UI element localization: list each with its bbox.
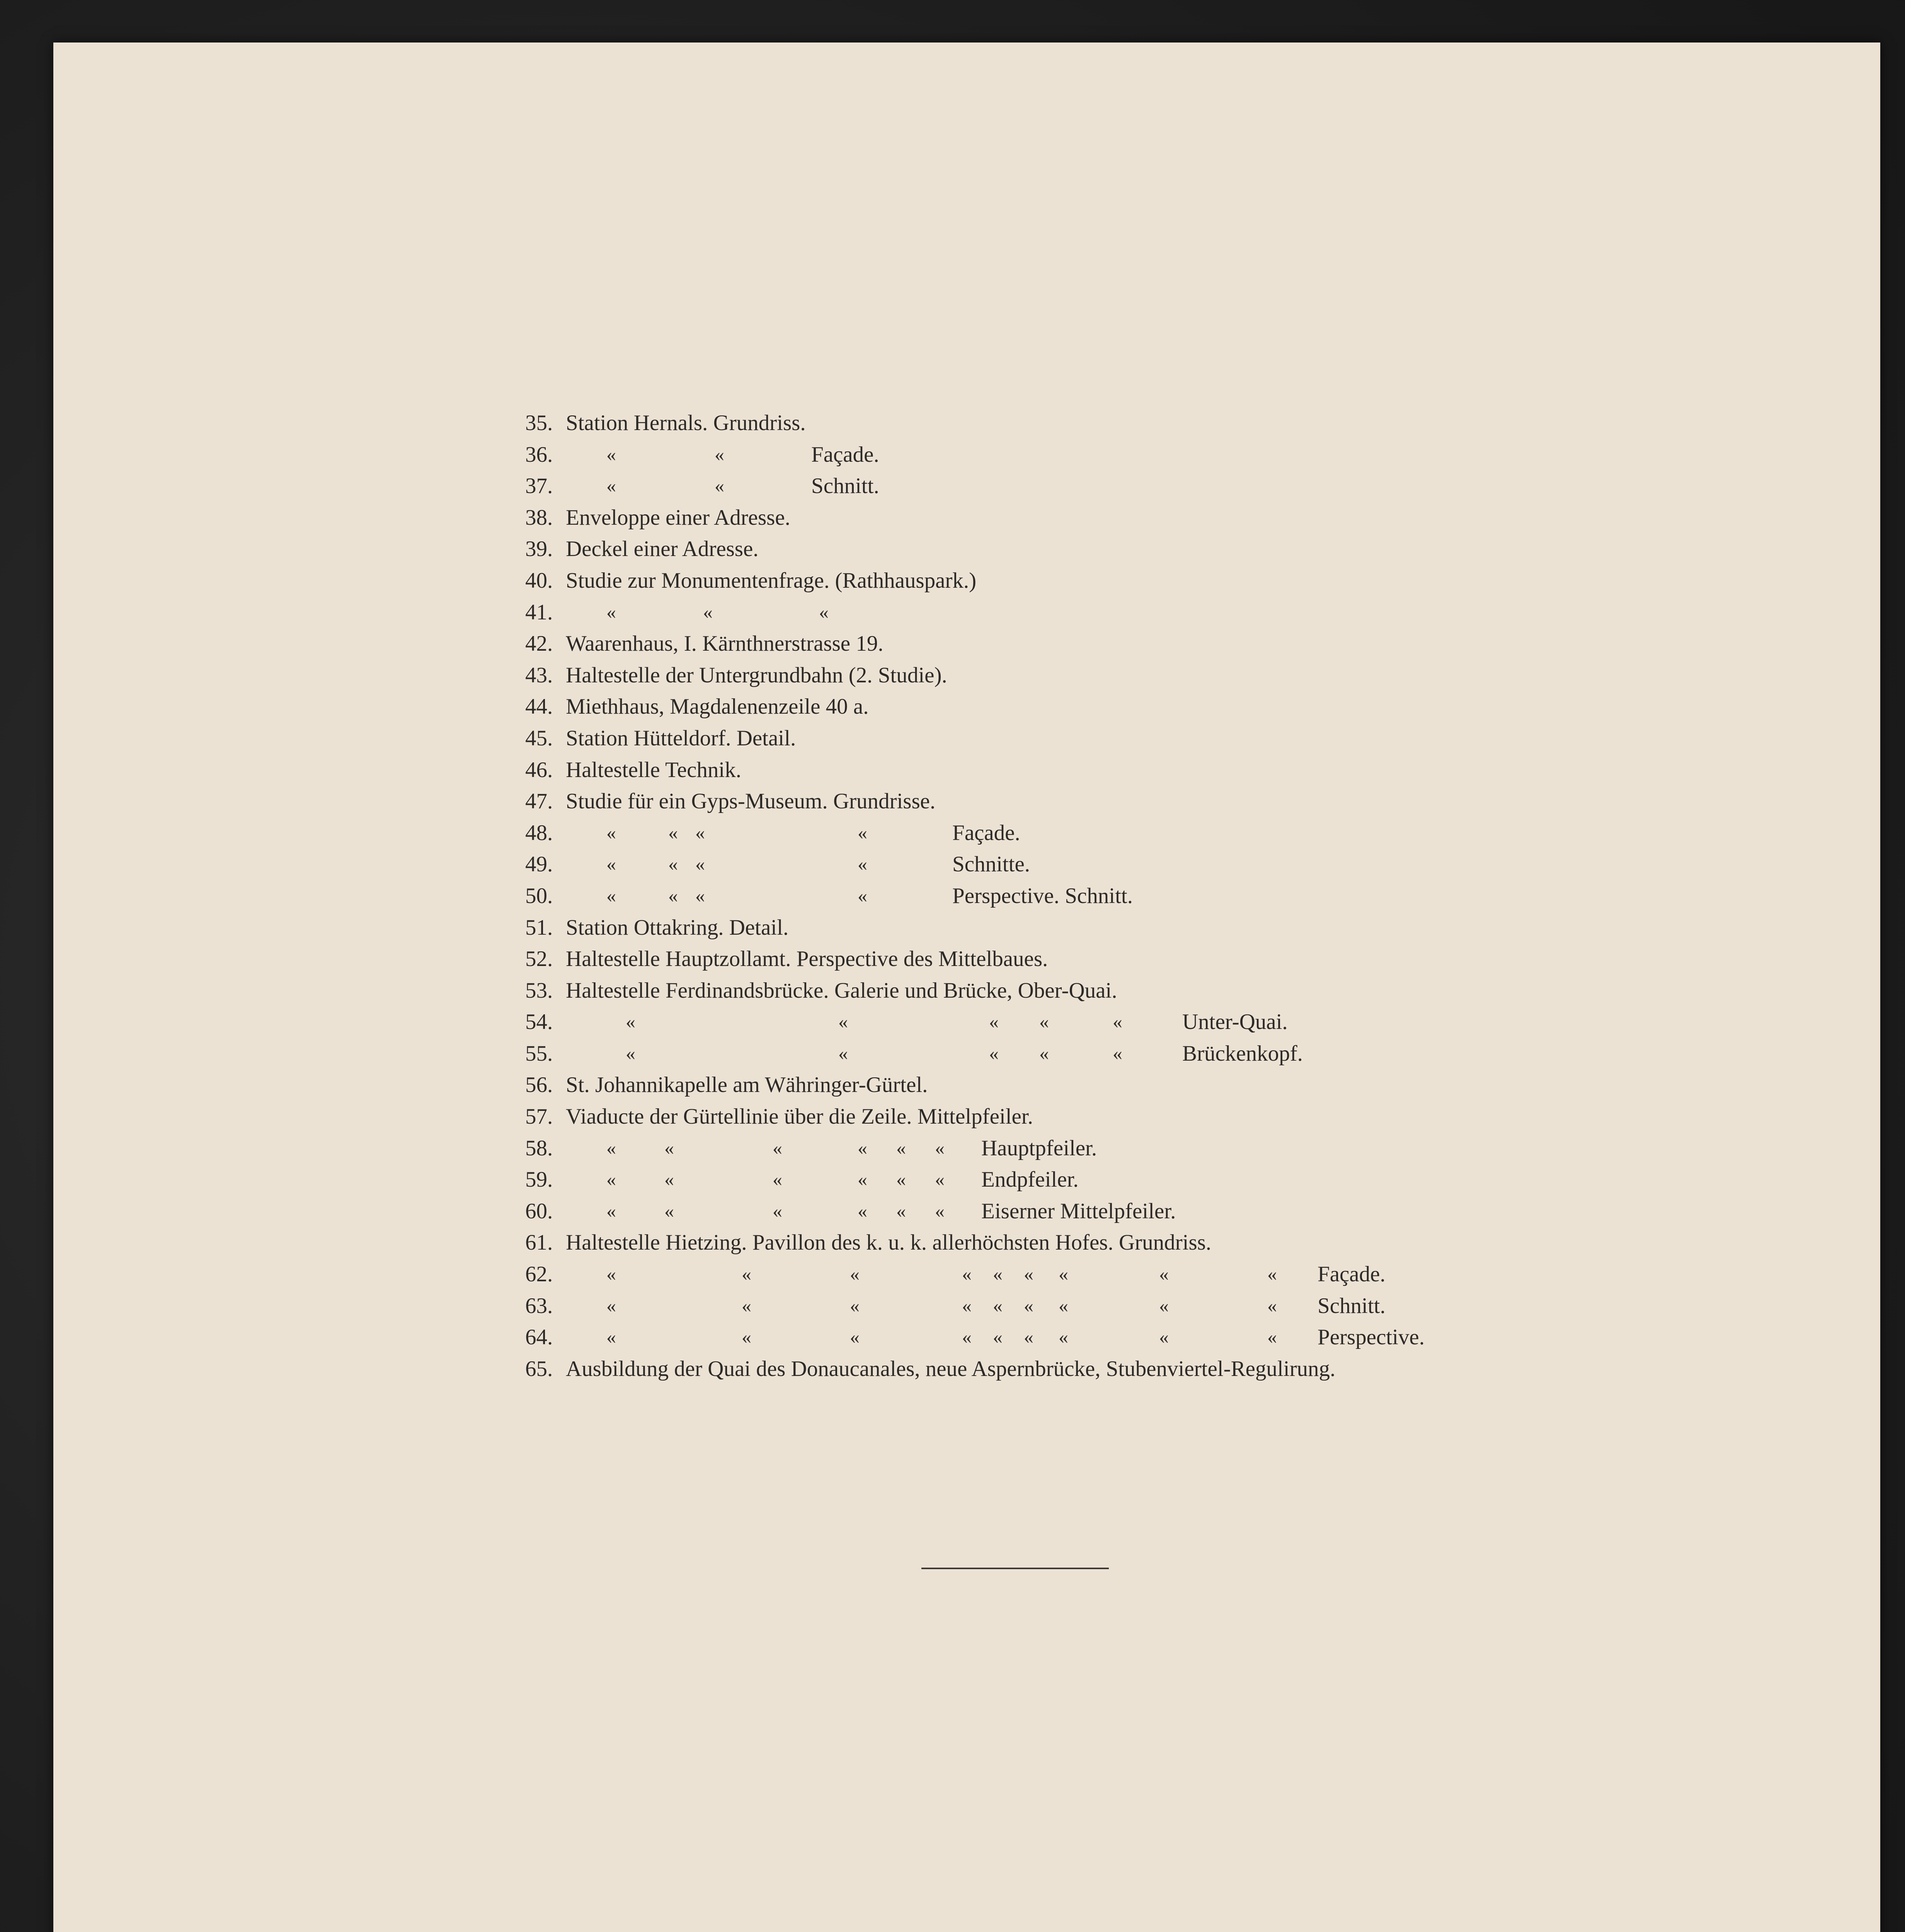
plate-number: 42. <box>525 631 553 656</box>
ditto-mark: « <box>606 884 616 906</box>
plate-title: Deckel einer Adresse. <box>566 537 759 561</box>
plate-number: 60. <box>525 1199 553 1223</box>
plate-number: 61. <box>525 1230 553 1255</box>
plate-number: 39. <box>525 537 553 561</box>
plate-number: 54. <box>525 1010 553 1034</box>
plate-entry <box>525 407 1685 439</box>
ditto-mark: « <box>606 1263 616 1285</box>
plate-number: 65. <box>525 1356 553 1381</box>
plate-title: Miethhaus, Magdalenenzeile 40 a. <box>566 694 869 719</box>
ditto-mark: « <box>993 1263 1003 1285</box>
plate-number: 53. <box>525 978 553 1003</box>
plate-number: 36. <box>525 442 553 467</box>
ditto-mark: « <box>715 443 724 465</box>
ditto-mark: « <box>773 1137 782 1159</box>
plate-number: 37. <box>525 474 553 498</box>
plate-entry <box>525 1038 1685 1070</box>
ditto-mark: « <box>1039 1042 1049 1064</box>
plate-title: Haltestelle Technik. <box>566 757 741 782</box>
ditto-mark: « <box>695 853 705 875</box>
plate-number: 46. <box>525 757 553 782</box>
ditto-mark: « <box>606 1326 616 1348</box>
plate-title: Façade. <box>1318 1262 1386 1287</box>
ditto-mark: « <box>606 853 616 875</box>
plate-title: Station Hütteldorf. Detail. <box>566 726 796 750</box>
plate-title: Schnitte. <box>952 852 1030 877</box>
ditto-mark: « <box>668 884 678 906</box>
plate-entry <box>525 880 1685 912</box>
plate-entry <box>525 565 1685 597</box>
plate-entry <box>525 1196 1685 1227</box>
ditto-mark: « <box>896 1137 906 1159</box>
plate-entry <box>525 1259 1685 1290</box>
plate-number: 47. <box>525 789 553 814</box>
plate-title: Ausbildung der Quai des Donaucanales, neue Aspernbrücke, Stubenviertel-Regulirung. <box>566 1356 1336 1381</box>
ditto-mark: « <box>850 1263 860 1285</box>
ditto-mark: « <box>606 601 616 623</box>
plate-entry <box>525 1133 1685 1164</box>
ditto-mark: « <box>962 1294 972 1316</box>
ditto-mark: « <box>606 475 616 497</box>
ditto-mark: « <box>668 853 678 875</box>
plate-title: Haltestelle der Untergrundbahn (2. Studie). <box>566 663 947 687</box>
plate-title: Schnitt. <box>811 474 879 498</box>
ditto-mark: « <box>1059 1263 1068 1285</box>
plate-entry <box>525 502 1685 534</box>
plate-number: 35. <box>525 411 553 435</box>
plate-entry <box>525 912 1685 944</box>
plate-title: Perspective. Schnitt. <box>952 883 1133 908</box>
ditto-mark: « <box>626 1042 635 1064</box>
ditto-mark: « <box>1113 1011 1122 1033</box>
ditto-mark: « <box>850 1326 860 1348</box>
ditto-mark: « <box>664 1200 674 1222</box>
plate-number: 57. <box>525 1104 553 1129</box>
ditto-mark: « <box>695 821 705 844</box>
ditto-mark: « <box>850 1294 860 1316</box>
ditto-mark: « <box>858 821 867 844</box>
ditto-mark: « <box>1113 1042 1122 1064</box>
ditto-mark: « <box>858 884 867 906</box>
ditto-mark: « <box>664 1137 674 1159</box>
ditto-mark: « <box>819 601 829 623</box>
plate-title: St. Johannikapelle am Währinger-Gürtel. <box>566 1073 928 1097</box>
ditto-mark: « <box>742 1294 751 1316</box>
plate-entry <box>525 754 1685 786</box>
plate-entry <box>525 1069 1685 1101</box>
plate-entry <box>525 1227 1685 1259</box>
ditto-mark: « <box>703 601 713 623</box>
ditto-mark: « <box>858 1137 867 1159</box>
plate-number: 63. <box>525 1293 553 1318</box>
plate-entry <box>525 817 1685 849</box>
ditto-mark: « <box>1267 1326 1277 1348</box>
ditto-mark: « <box>896 1168 906 1190</box>
plate-number: 55. <box>525 1041 553 1066</box>
plate-entry <box>525 1321 1685 1353</box>
ditto-mark: « <box>896 1200 906 1222</box>
ditto-mark: « <box>668 821 678 844</box>
ditto-mark: « <box>1024 1263 1033 1285</box>
divider-rule <box>921 1568 1109 1569</box>
plate-number: 52. <box>525 947 553 971</box>
ditto-mark: « <box>606 1137 616 1159</box>
ditto-mark: « <box>695 884 705 906</box>
ditto-mark: « <box>993 1326 1003 1348</box>
ditto-mark: « <box>1159 1263 1169 1285</box>
plate-title: Eiserner Mittelpfeiler. <box>981 1199 1176 1223</box>
ditto-mark: « <box>935 1137 945 1159</box>
plate-entry <box>525 786 1685 817</box>
ditto-mark: « <box>1267 1263 1277 1285</box>
plate-number: 38. <box>525 505 553 530</box>
ditto-mark: « <box>626 1011 635 1033</box>
ditto-mark: « <box>773 1200 782 1222</box>
plate-entry <box>525 943 1685 975</box>
plate-entry <box>525 1006 1685 1038</box>
plate-entry <box>525 533 1685 565</box>
ditto-mark: « <box>858 1200 867 1222</box>
ditto-mark: « <box>606 1294 616 1316</box>
plate-number: 40. <box>525 568 553 593</box>
plate-title: Façade. <box>811 442 879 467</box>
plate-title: Haltestelle Hietzing. Pavillon des k. u. k. allerhöchsten Hofes. Grundriss. <box>566 1230 1212 1255</box>
plate-title: Perspective. <box>1318 1325 1425 1350</box>
plate-entry <box>525 849 1685 880</box>
ditto-mark: « <box>742 1326 751 1348</box>
plate-number: 48. <box>525 820 553 845</box>
ditto-mark: « <box>606 821 616 844</box>
plate-title: Brückenkopf. <box>1182 1041 1303 1066</box>
ditto-mark: « <box>1024 1294 1033 1316</box>
plate-list <box>525 407 1685 1384</box>
ditto-mark: « <box>989 1042 999 1064</box>
ditto-mark: « <box>715 475 724 497</box>
plate-entry <box>525 1290 1685 1322</box>
plate-title: Schnitt. <box>1318 1293 1386 1318</box>
plate-number: 49. <box>525 852 553 877</box>
plate-title: Haltestelle Hauptzollamt. Perspective des Mittelbaues. <box>566 947 1048 971</box>
plate-title: Studie zur Monumentenfrage. (Rathhauspark.) <box>566 568 977 593</box>
plate-number: 58. <box>525 1136 553 1160</box>
plate-number: 56. <box>525 1073 553 1097</box>
plate-entry <box>525 597 1685 628</box>
ditto-mark: « <box>664 1168 674 1190</box>
ditto-mark: « <box>606 443 616 465</box>
plate-title: Hauptpfeiler. <box>981 1136 1097 1160</box>
ditto-mark: « <box>838 1011 848 1033</box>
ditto-mark: « <box>742 1263 751 1285</box>
ditto-mark: « <box>606 1168 616 1190</box>
ditto-mark: « <box>606 1200 616 1222</box>
ditto-mark: « <box>993 1294 1003 1316</box>
ditto-mark: « <box>962 1263 972 1285</box>
plate-title: Haltestelle Ferdinandsbrücke. Galerie und Brücke, Ober-Quai. <box>566 978 1117 1003</box>
plate-entry <box>525 691 1685 723</box>
plate-entry <box>525 1353 1685 1385</box>
ditto-mark: « <box>838 1042 848 1064</box>
plate-title: Unter-Quai. <box>1182 1010 1288 1034</box>
plate-title: Waarenhaus, I. Kärnthnerstrasse 19. <box>566 631 884 656</box>
ditto-mark: « <box>858 853 867 875</box>
plate-number: 43. <box>525 663 553 687</box>
plate-number: 62. <box>525 1262 553 1287</box>
ditto-mark: « <box>962 1326 972 1348</box>
plate-number: 50. <box>525 883 553 908</box>
plate-title: Studie für ein Gyps-Museum. Grundrisse. <box>566 789 936 814</box>
plate-title: Station Ottakring. Detail. <box>566 915 789 940</box>
plate-entry <box>525 1101 1685 1133</box>
plate-title: Enveloppe einer Adresse. <box>566 505 790 530</box>
plate-title: Endpfeiler. <box>981 1167 1079 1192</box>
plate-number: 41. <box>525 600 553 624</box>
plate-number: 59. <box>525 1167 553 1192</box>
document-page <box>53 43 1880 1932</box>
ditto-mark: « <box>773 1168 782 1190</box>
plate-entry <box>525 660 1685 691</box>
ditto-mark: « <box>1039 1011 1049 1033</box>
ditto-mark: « <box>935 1200 945 1222</box>
plate-number: 44. <box>525 694 553 719</box>
ditto-mark: « <box>1159 1294 1169 1316</box>
plate-entry <box>525 628 1685 660</box>
plate-entry <box>525 975 1685 1007</box>
ditto-mark: « <box>858 1168 867 1190</box>
plate-number: 45. <box>525 726 553 750</box>
ditto-mark: « <box>935 1168 945 1190</box>
plate-entry <box>525 723 1685 754</box>
plate-number: 64. <box>525 1325 553 1350</box>
ditto-mark: « <box>1024 1326 1033 1348</box>
plate-entry <box>525 1164 1685 1196</box>
plate-title: Façade. <box>952 820 1020 845</box>
ditto-mark: « <box>1059 1326 1068 1348</box>
ditto-mark: « <box>1059 1294 1068 1316</box>
plate-title: Station Hernals. Grundriss. <box>566 411 806 435</box>
plate-entry <box>525 439 1685 471</box>
plate-entry <box>525 470 1685 502</box>
ditto-mark: « <box>989 1011 999 1033</box>
plate-title: Viaducte der Gürtellinie über die Zeile. Mittelpfeiler. <box>566 1104 1033 1129</box>
plate-number: 51. <box>525 915 553 940</box>
ditto-mark: « <box>1267 1294 1277 1316</box>
ditto-mark: « <box>1159 1326 1169 1348</box>
